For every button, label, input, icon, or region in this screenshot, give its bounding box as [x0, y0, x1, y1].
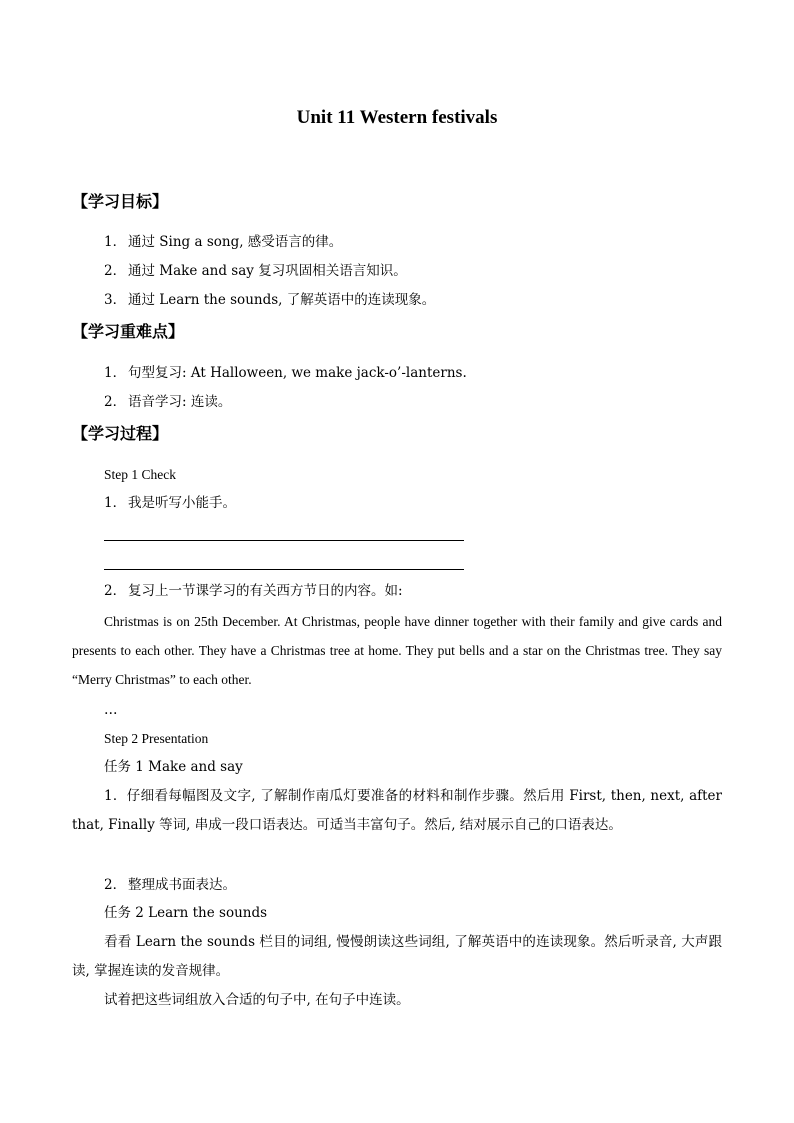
task1-item1-number: 1．	[104, 788, 127, 804]
answer-line	[104, 569, 464, 570]
goal-item	[104, 290, 435, 310]
keypoint-text: 句型复习: At Halloween, we make jack-o’-lanterns.	[128, 365, 467, 381]
keypoint-number: 2．	[104, 394, 127, 410]
page-title: Unit 11 Western festivals	[296, 107, 498, 128]
answer-line	[104, 540, 464, 541]
goal-item	[104, 232, 342, 252]
task1-title: 任务 1 Make and say	[104, 759, 243, 775]
section-heading-goals: 【学习目标】	[72, 192, 169, 211]
ellipsis: …	[104, 702, 118, 718]
task2-para2-text: 试着把这些词组放入合适的句子中, 在句子中连读。	[104, 992, 410, 1008]
task2-para1	[72, 928, 722, 986]
keypoint-text: 语音学习: 连读。	[128, 394, 232, 410]
goal-item	[104, 261, 407, 281]
task1-item1	[72, 782, 722, 840]
goal-number: 1．	[104, 234, 127, 250]
goal-text: 通过 Make and say 复习巩固相关语言知识。	[128, 263, 407, 279]
task2-title: 任务 2 Learn the sounds	[104, 905, 268, 921]
section-heading-keypoints: 【学习重难点】	[72, 322, 185, 341]
task2-para1-text: 看看 Learn the sounds 栏目的词组, 慢慢朗读这些词组, 了解英语中的连读现象。然后听录音, 大声跟读, 掌握连读的发音规律。	[72, 934, 722, 979]
task1-item2-text: 整理成书面表达。	[128, 877, 236, 893]
task2-para2	[72, 986, 722, 1015]
task1-item2-number: 2．	[104, 877, 127, 893]
step1-item1-number: 1．	[104, 495, 127, 511]
task1-item1-text: 仔细看每幅图及文字, 了解制作南瓜灯要准备的材料和制作步骤。然后用 First, then, next, after that, Finally 等词, 串成一段口语表达。可适当丰富句子。然后, 结对展示自己的口语表达。	[72, 788, 722, 833]
example-text: Christmas is on 25th December. At Christmas, people have dinner together with their family and give cards and presents to each other. They have a Christmas tree at home. They put bells and a star on the Christmas tree. They say “Merry Christmas” to each other.	[72, 614, 722, 687]
goal-number: 3．	[104, 292, 127, 308]
section-heading-process: 【学习过程】	[72, 424, 169, 443]
step1-item1	[104, 493, 236, 513]
step1-item1-text: 我是听写小能手。	[128, 495, 236, 511]
step2-title: Step 2 Presentation	[104, 731, 209, 746]
goal-text: 通过 Sing a song, 感受语言的律。	[128, 234, 343, 250]
goal-text: 通过 Learn the sounds, 了解英语中的连读现象。	[128, 292, 436, 308]
keypoint-item	[104, 363, 467, 383]
keypoint-item	[104, 392, 231, 412]
step1-item2-text: 复习上一节课学习的有关西方节日的内容。如:	[128, 583, 403, 599]
step1-title: Step 1 Check	[104, 467, 176, 482]
task1-item2	[104, 875, 236, 895]
goal-number: 2．	[104, 263, 127, 279]
example-paragraph	[72, 607, 722, 694]
keypoint-number: 1．	[104, 365, 127, 381]
step1-item2-number: 2．	[104, 583, 127, 599]
step1-item2	[104, 581, 403, 601]
